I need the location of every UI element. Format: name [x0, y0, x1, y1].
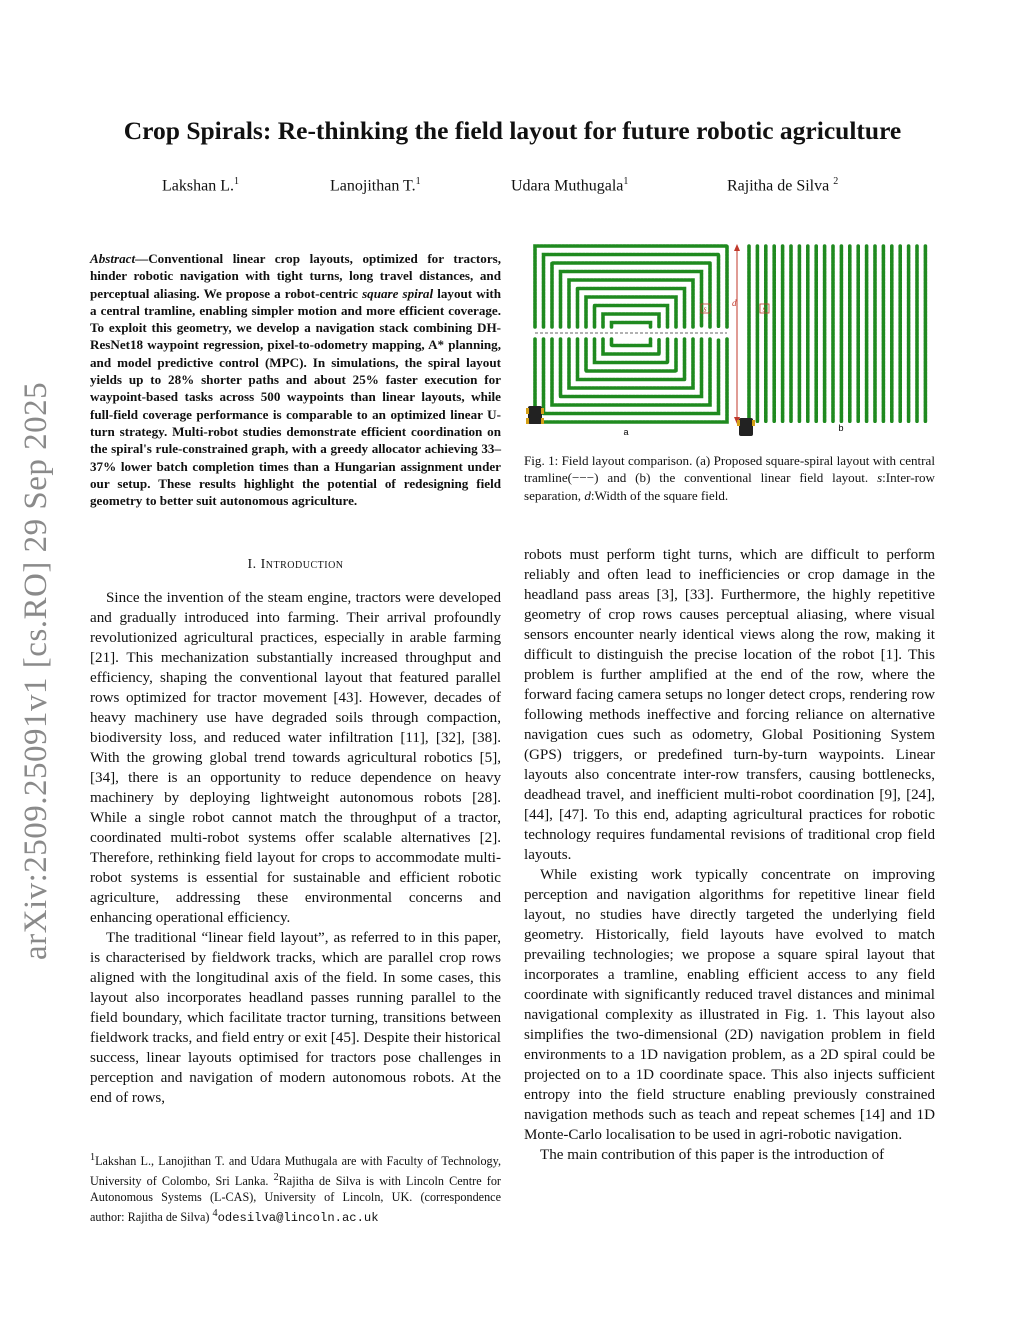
d-label: d	[732, 298, 737, 308]
panel-b-label: b	[838, 423, 844, 433]
author-3: Udara Muthugala$^1$	[511, 176, 629, 195]
body-paragraph: While existing work typically concentrate on improving perception and navigation algorithms for repetitive linear field layout, no studies have directly targeted the underlying field geometry. Historically, field layouts have evolved to match prevailing technologies; we propose a square spiral layout that incorporates a tramline, enabling efficient access to any field coordinate with significantly reduced travel distances and minimal navigational complexity as illustrated in Fig. 1. This layout also simplifies the two-dimensional (2D) navigation problem in field environments to a 1D navigation problem, as a 2D spiral could be projected on to a 1D coordinate space. This also injects sufficient entropy into the field structure enabling previously constrained navigation methods such as teach and repeat schemes [14] and 1D Monte-Carlo localisation to be used in agri-robotic navigation.	[524, 867, 935, 1143]
abstract-emphasis: square spiral	[362, 285, 434, 301]
body-paragraph: The main contribution of this paper is the introduction of	[540, 1147, 885, 1163]
robot-wheel	[541, 418, 544, 424]
robot-wheel	[526, 408, 529, 414]
crop-row	[586, 297, 676, 371]
author-2: Lanojithan T.$^1$	[330, 176, 421, 195]
intro-column	[90, 588, 501, 1108]
abstract-label: Abstract	[90, 251, 136, 266]
figure-1	[523, 238, 935, 440]
author-1: Lakshan L.$^1$	[162, 176, 239, 195]
robot-wheel	[541, 408, 544, 414]
robot-wheel	[737, 420, 740, 426]
right-column	[524, 545, 935, 1165]
crop-row	[603, 314, 659, 354]
s-marker-label: s	[703, 304, 707, 314]
robot-icon	[739, 418, 753, 436]
field-layout-figure	[523, 238, 935, 440]
email: odesilva@lincoln.ac.uk	[217, 1210, 379, 1225]
footnote: $^1$Lakshan L., Lanojithan T. and Udara Muthugala are with Faculty of Technology, University of Colombo, Sri Lanka. $^2$Rajitha de Silva is with Lincoln Centre for Autonomous Systems (L-CAS), University of Lincoln, UK. (correspondence author: Rajitha de Silva) $^4$odesilva@lincoln.ac.uk	[90, 1152, 501, 1225]
abstract: Abstract—Conventional linear crop layouts, optimized for tractors, hinder robotic navigation with tight turns, long travel distances, and perceptual aliasing. We propose a robot-centric square spiral layout with a central tramline, enabling simpler motion and more efficient coverage. To exploit this geometry, we develop a navigation stack combining DH-ResNet18 waypoint regression, pixel-to-odometry mapping, A* planning, and model predictive control (MPC). In simulations, the spiral layout yields up to 28% shorter paths and about 25% faster execution for waypoint-based tasks across 500 waypoints than linear layouts, while full-field coverage performance is comparable to an optimized linear U-turn strategy. Multi-robot studies demonstrate efficient coordination on the spiral's rule-constrained graph, with a greedy allocator achieving 33–37% lower batch completion times than a Hungarian assignment under our setup. These results highlight the potential of redesigning field geometry to better suit autonomous agriculture.	[90, 251, 501, 509]
robot-icon	[528, 406, 542, 424]
crop-row	[612, 323, 651, 346]
linear-layout-panel	[732, 244, 925, 436]
arxiv-stamp: arXiv:2509.25091v1 [cs.RO] 29 Sep 2025	[18, 381, 54, 960]
crop-row	[552, 263, 710, 405]
figure-caption: Fig. 1: Field layout comparison. (a) Proposed square-spiral layout with central tramline(−−−) and (b) the conventional linear field layout. s:Inter-row separation, d:Width of the square field.	[524, 453, 935, 503]
intro-paragraph: The traditional “linear field layout”, as referred to in this paper, is characterised by fieldwork tracks, which are parallel crop rows aligned with the longitudinal axis of the field. In some cases, this layout also incorporates headland passes running parallel to the field boundary, which facilitate tractor turning, transitions between fieldwork tracks, and field entry or exit [45]. Despite their historical success, linear layouts optimised for tractors pose challenges in perception and navigation of modern autonomous robots. At the end of rows,	[90, 930, 501, 1106]
body-paragraph: robots must perform tight turns, which are difficult to perform reliably and often lead to inefficiencies or crop damage in the headland pass areas [3], [33]. Furthermore, the highly repetitive geometry of crop rows causes perceptual aliasing, where visual sensors encounter nearly identical views along the row, making it difficult to distinguish the precise location of the robot [1]. This problem is further amplified at the end of the row, where the forward facing camera setups no longer detect crops, rendering row following methods ineffective and forcing reliance on alternative navigation cues such as odometry, Global Positioning System (GPS) triggers, or predefined turn-by-turn waypoints. Linear layouts also concentrate inter-row transfers, causing bottlenecks, deadhead travel, and inefficient multi-robot coordination [9], [24], [44], [47]. To this end, adapting agricultural practices for robotic technology requires fundamental revisions of traditional crop field layouts.	[524, 547, 935, 863]
spiral-layout-panel	[526, 246, 727, 424]
robot-wheel	[752, 420, 755, 426]
author-4: Rajitha de Silva $^2$	[727, 176, 839, 195]
section-heading: I. Introduction	[247, 557, 344, 572]
s-marker-label: s	[762, 304, 766, 314]
d-arrow-head	[734, 244, 740, 251]
robot-wheel	[526, 418, 529, 424]
paper-title: Crop Spirals: Re-thinking the field layout for future robotic agriculture	[123, 116, 902, 145]
intro-paragraph: Since the invention of the steam engine, tractors were developed and gradually introduced into farming. Their arrival profoundly revolutionized agricultural practices, especially in arable farming [21]. This mechanization substantially increased throughput and efficiency, shaping the conventional layout that featured parallel rows optimized for tractor movement [43]. However, decades of heavy machinery use have degraded soils through compaction, biodiversity loss, and reduced water infiltration [11], [32], [38]. With the growing global trend towards agricultural robotics [5], [34], there is an opportunity to reduce dependence on heavy machinery by deploying lightweight autonomous robots [28]. While a single robot cannot match the throughput of a tractor, coordinated multi-robot systems offer scalable alternatives [2]. Therefore, rethinking field layout for crops to accommodate multi-robot systems is essential for sustainable and efficient robotic agriculture, addressing these environmental concerns and enhancing operational efficiency.	[90, 590, 501, 926]
crop-row	[578, 289, 685, 380]
panel-a-label: a	[623, 427, 629, 437]
